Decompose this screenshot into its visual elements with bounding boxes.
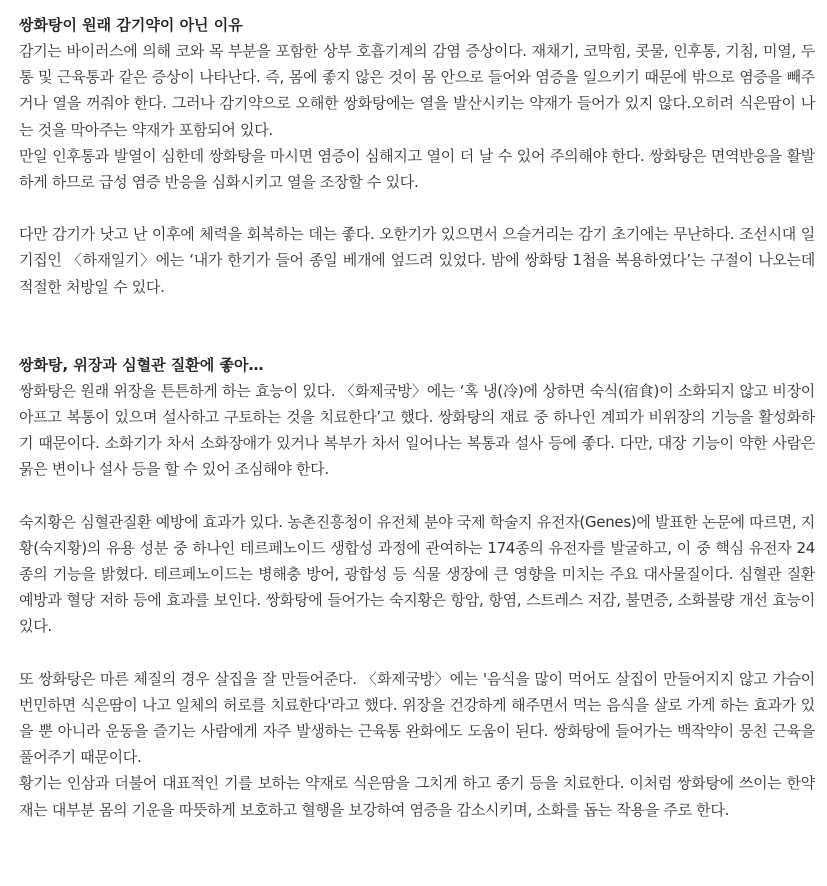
paragraph-astragalus: 황기는 인삼과 더불어 대표적인 기를 보하는 약재로 식은땀을 그치게 하고 종기 등을 치료한다. 이처럼 쌍화탕에 쓰이는 한약재는 대부분 몸의 기운을 따뜻하게 보호하고 혈행을 보강하여 염증을 감소시키며, 소화를 돕는 작용을 주로 한다.: [19, 774, 815, 819]
spacer: [19, 483, 815, 509]
spacer: [19, 195, 815, 221]
section-heading-stomach-heart: 쌍화탕, 위장과 심혈관 질환에 좋아…: [19, 355, 264, 374]
paragraph-cold-symptoms: 감기는 바이러스에 의해 코와 목 부분을 포함한 상부 호흡기계의 감염 증상이다. 재채기, 코막힘, 콧물, 인후통, 기침, 미열, 두통 및 근육통과 같은 증상이 나타난다. 즉, 몸에 좋지 않은 것이 몸 안으로 들어와 염증을 일으키기 때문에 밖으로 염증을 빼주거나 열을 꺼줘야 한다. 그러나 감기약으로 오해한 쌍화탕에는 열을 발산시키는 약재가 들어가 있지 않다.오히려 식은땀이 나는 것을 막아주는 약재가 포함되어 있다.: [19, 42, 815, 139]
section-heading-cold-medicine: 쌍화탕이 원래 감기약이 아닌 이유: [19, 16, 243, 34]
paragraph-stomach: 쌍화탕은 원래 위장을 튼튼하게 하는 효능이 있다. 〈화제국방〉에는 ‘혹 냉(冷)에 상하면 숙식(宿食)이 소화되지 않고 비장이 아프고 복통이 있으며 설사하고 구토하는 것을 치료한다’고 했다. 쌍화탕의 재료 중 하나인 계피가 비위장의 기능을 활성화하기 때문이다. 소화기가 차서 소화장애가 있거나 복부가 차서 일어나는 복통과 설사 등에 좋다. 다만, 대장 기능이 약한 사람은 묽은 변이나 설사 등을 할 수 있어 조심해야 한다.: [19, 381, 815, 479]
spacer: [19, 640, 815, 666]
spacer: [19, 300, 815, 352]
paragraph-caution: 만일 인후통과 발열이 심한데 쌍화탕을 마시면 염증이 심해지고 열이 더 날 수 있어 주의해야 한다. 쌍화탕은 면역반응을 활발하게 하므로 급성 염증 반응을 심화시키고 열을 조장할 수 있다.: [19, 146, 815, 192]
paragraph-recovery: 다만 감기가 낫고 난 이후에 체력을 회복하는 데는 좋다. 오한기가 있으면서 으슬거리는 감기 초기에는 무난하다. 조선시대 일기집인 〈하재일기〉에는 ‘내가 한기가 들어 종일 베개에 엎드려 있었다. 밤에 쌍화탕 1첩을 복용하였다’는 구절이 나오는데 적절한 처방일 수 있다.: [19, 225, 815, 296]
article-body: [19, 12, 815, 823]
paragraph-rehmannia: 숙지황은 심혈관질환 예방에 효과가 있다. 농촌진흥청이 유전체 분야 국제 학술지 유전자(Genes)에 발표한 논문에 따르면, 지황(숙지황)의 유용 성분 중 하나인 테르페노이드 생합성 과정에 관여하는 174종의 유전자를 발굴하고, 이 중 핵심 유전자 24종의 기능을 밝혔다. 테르페노이드는 병해충 방어, 광합성 등 식물 생장에 큰 영향을 미치는 주요 대사물질이다. 심혈관 질환 예방과 혈당 저하 등에 효과를 보인다. 쌍화탕에 들어가는 숙지황은 항암, 항염, 스트레스 저감, 불면증, 소화불량 개선 효능이 있다.: [19, 512, 815, 636]
paragraph-body-build: 또 쌍화탕은 마른 체질의 경우 살집을 잘 만들어준다. 〈화제국방〉에는 '음식을 많이 먹어도 살집이 만들어지지 않고 가슴이 번민하면 식은땀이 나고 일체의 허로를 치료한다'라고 했다. 위장을 건강하게 해주면서 먹는 음식을 살로 가게 하는 효과가 있을 뿐 아니라 운동을 즐기는 사람에게 자주 발생하는 근육통 완화에도 도움이 된다. 쌍화탕에 들어가는 백작약이 뭉친 근육을 풀어주기 때문이다.: [19, 669, 815, 767]
